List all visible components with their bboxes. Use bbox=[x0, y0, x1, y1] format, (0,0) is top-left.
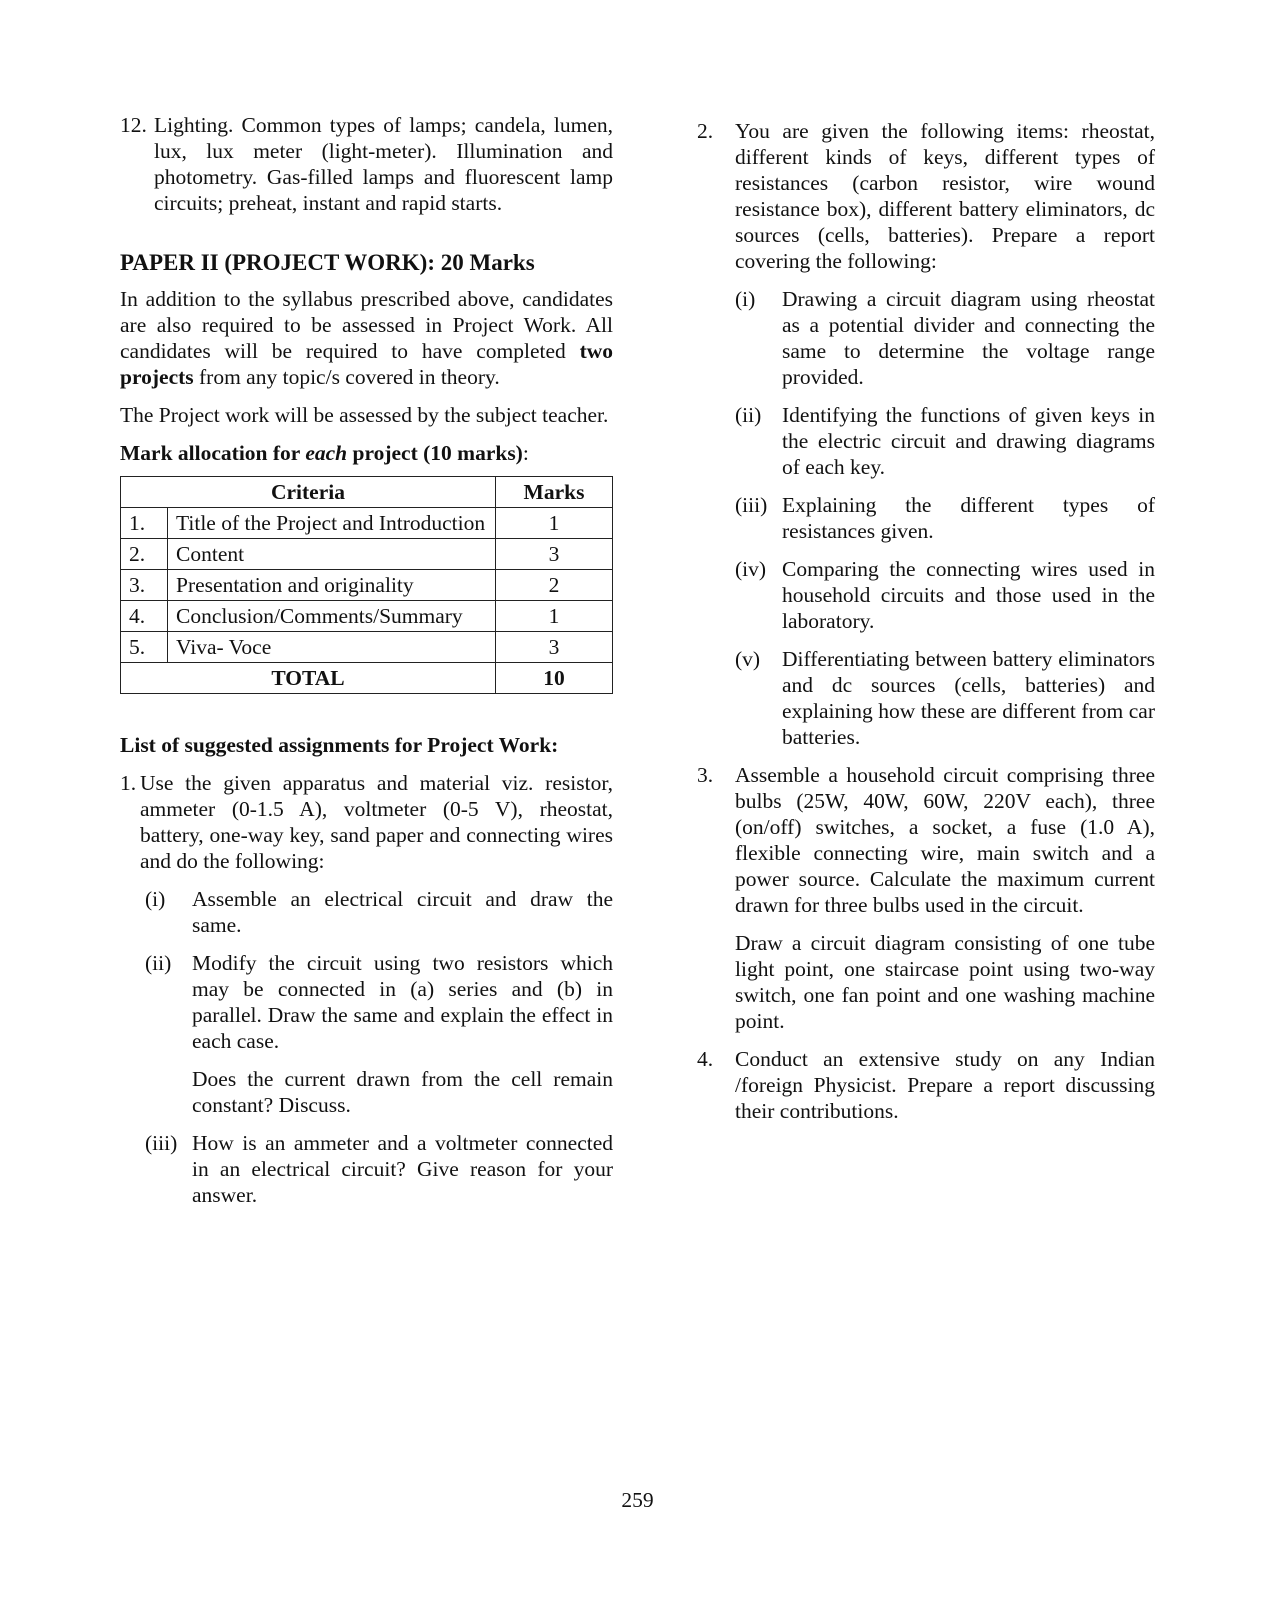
syllabus-item-12 bbox=[120, 112, 613, 216]
item-number: 2. bbox=[697, 119, 714, 143]
mark-allocation-table bbox=[120, 476, 613, 694]
subitem-iii bbox=[145, 1130, 613, 1208]
subitem-text: Assemble an electrical circuit and draw the same. bbox=[192, 887, 613, 937]
item-number: 3. bbox=[697, 763, 714, 787]
subitem-text: Comparing the connecting wires used in household circuits and those used in the laboratory. bbox=[782, 557, 1155, 633]
intro-text-end: from any topic/s covered in theory. bbox=[193, 365, 500, 389]
row-criteria: Content bbox=[168, 539, 496, 570]
row-criteria: Conclusion/Comments/Summary bbox=[168, 601, 496, 632]
row-marks: 2 bbox=[496, 570, 613, 601]
item-number: 12. bbox=[120, 113, 147, 137]
assessment-paragraph: The Project work will be assessed by the subject teacher. bbox=[120, 403, 609, 427]
assignment-2-subitems bbox=[697, 286, 1155, 750]
row-marks: 3 bbox=[496, 539, 613, 570]
subitem-number: (iii) bbox=[735, 493, 768, 517]
table-header-row bbox=[121, 477, 613, 508]
row-criteria: Presentation and originality bbox=[168, 570, 496, 601]
row-number: 1. bbox=[121, 508, 168, 539]
subitem-ii-question: Does the current drawn from the cell remain constant? Discuss. bbox=[192, 1067, 613, 1117]
subitem-v bbox=[735, 646, 1155, 750]
mark-allocation-heading bbox=[120, 440, 613, 466]
subitem-number: (i) bbox=[145, 887, 166, 911]
mark-allocation-text-end: project (10 marks) bbox=[347, 441, 523, 465]
subitem-text: Explaining the different types of resistances given. bbox=[782, 493, 1155, 543]
table-row bbox=[121, 570, 613, 601]
row-criteria: Viva- Voce bbox=[168, 632, 496, 663]
subitem-ii bbox=[735, 402, 1155, 480]
subitem-i bbox=[735, 286, 1155, 390]
item-number: 1. bbox=[120, 771, 137, 795]
right-column bbox=[697, 118, 1155, 1124]
mark-allocation-italic: each bbox=[305, 441, 348, 465]
subitem-iii bbox=[735, 492, 1155, 544]
item-text: Lighting. Common types of lamps; candela, lumen, lux, lux meter (light-meter). Illumination and photometry. Gas-filled lamps and fluorescent lamp circuits; preheat, instant and rapid starts. bbox=[154, 113, 613, 215]
page-number: 259 bbox=[621, 1488, 654, 1512]
table-total-row bbox=[121, 663, 613, 694]
item-text: Conduct an extensive study on any Indian /foreign Physicist. Prepare a report discussing their contributions. bbox=[735, 1047, 1155, 1123]
row-marks: 1 bbox=[496, 508, 613, 539]
row-number: 2. bbox=[121, 539, 168, 570]
subitem-number: (ii) bbox=[145, 951, 172, 975]
table-row bbox=[121, 539, 613, 570]
assignment-2 bbox=[697, 118, 1155, 274]
subitem-number: (iv) bbox=[735, 557, 767, 581]
subitem-number: (ii) bbox=[735, 403, 762, 427]
subitem-text: Identifying the functions of given keys in the electric circuit and drawing diagrams of each key. bbox=[782, 403, 1155, 479]
subitem-text: Modify the circuit using two resistors which may be connected in (a) series and (b) in parallel. Draw the same and explain the effect in each case. bbox=[192, 951, 613, 1053]
subitem-i bbox=[145, 886, 613, 938]
total-label: TOTAL bbox=[121, 663, 496, 694]
total-value: 10 bbox=[496, 663, 613, 694]
item-text: Use the given apparatus and material viz. resistor, ammeter (0-1.5 A), voltmeter (0-5 V), rheostat, battery, one-way key, sand paper and connecting wires and do the following: bbox=[140, 771, 613, 873]
item-number: 4. bbox=[697, 1047, 714, 1071]
left-column bbox=[120, 112, 613, 1208]
subitem-number: (iii) bbox=[145, 1131, 178, 1155]
criteria-header: Criteria bbox=[121, 477, 496, 508]
mark-allocation-colon: : bbox=[522, 441, 529, 465]
assignment-3-extra: Draw a circuit diagram consisting of one tube light point, one staircase point using two-way switch, one fan point and one washing machine point. bbox=[735, 931, 1155, 1033]
assignment-1-subitems bbox=[120, 886, 613, 1208]
row-marks: 1 bbox=[496, 601, 613, 632]
row-number: 5. bbox=[121, 632, 168, 663]
marks-header: Marks bbox=[496, 477, 613, 508]
intro-bold-text: two projects bbox=[120, 339, 613, 389]
row-number: 4. bbox=[121, 601, 168, 632]
subitem-number: (i) bbox=[735, 287, 756, 311]
mark-allocation-text: Mark allocation for bbox=[120, 441, 306, 465]
item-text: Assemble a household circuit comprising three bulbs (25W, 40W, 60W, 220V each), three (on/off) switches, a socket, a fuse (1.0 A), flexible connecting wire, main switch and a power source. Calculate the maximum current drawn for three bulbs used in the circuit. bbox=[735, 763, 1155, 917]
subitem-ii bbox=[145, 950, 613, 1054]
row-number: 3. bbox=[121, 570, 168, 601]
paper-ii-heading: PAPER II (PROJECT WORK): 20 Marks bbox=[120, 250, 535, 275]
assignment-1 bbox=[120, 770, 613, 874]
row-marks: 3 bbox=[496, 632, 613, 663]
project-intro-paragraph bbox=[120, 286, 613, 390]
subitem-text: Differentiating between battery eliminators and dc sources (cells, batteries) and explaining how these are different from car batteries. bbox=[782, 647, 1155, 749]
subitem-text: How is an ammeter and a voltmeter connected in an electrical circuit? Give reason for your answer. bbox=[192, 1131, 613, 1207]
intro-text-start: In addition to the syllabus prescribed above, candidates are also required to be assessed in Project Work. All candidates will be required to have completed bbox=[120, 287, 613, 363]
table-row bbox=[121, 601, 613, 632]
subitem-iv bbox=[735, 556, 1155, 634]
row-criteria: Title of the Project and Introduction bbox=[168, 508, 496, 539]
subitem-text: Drawing a circuit diagram using rheostat as a potential divider and connecting the same to determine the voltage range provided. bbox=[782, 287, 1155, 389]
item-text: You are given the following items: rheostat, different kinds of keys, different types of resistances (carbon resistor, wire wound resistance box), different battery eliminators, dc sources (cells, batteries). Prepare a report covering the following: bbox=[735, 119, 1155, 273]
assignments-heading: List of suggested assignments for Project Work: bbox=[120, 733, 559, 757]
assignment-4 bbox=[697, 1046, 1155, 1124]
subitem-number: (v) bbox=[735, 647, 761, 671]
table-row bbox=[121, 632, 613, 663]
table-row bbox=[121, 508, 613, 539]
assignment-3 bbox=[697, 762, 1155, 918]
